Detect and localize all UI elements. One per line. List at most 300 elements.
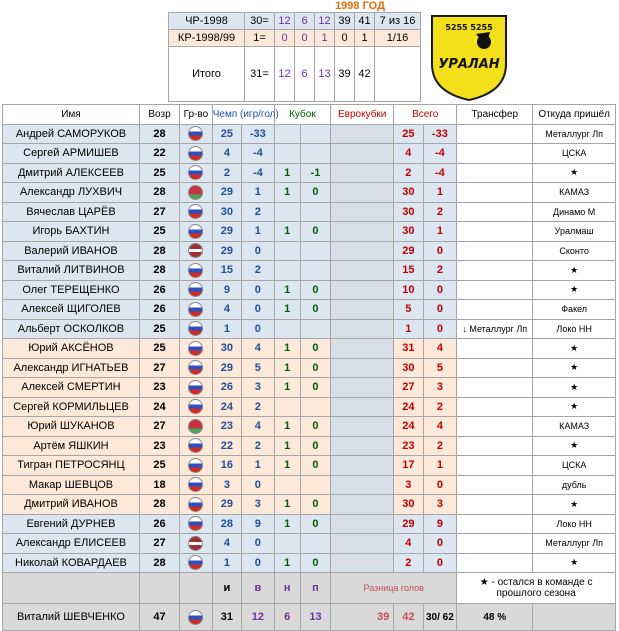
cell-cg: 2 [212,163,241,183]
cell-kg: 1 [274,300,300,320]
cell-kg: 1 [274,417,300,437]
cell-transfer [457,202,533,222]
cell-kgl: 0 [300,514,330,534]
flag-icon [188,165,203,180]
cell-euro [331,183,394,203]
cell-from: ЦСКА [533,144,616,164]
cell-tg: 24 [394,417,423,437]
cell-tg: 2 [394,163,423,183]
cell-flag [180,397,213,417]
cell-kgl: 0 [300,417,330,437]
cell-name: Олег ТЕРЕЩЕНКО [3,280,140,300]
cell-name: Александр ЕЛИСЕЕВ [3,534,140,554]
cell-tgl: 9 [423,514,457,534]
cell-tg: 17 [394,456,423,476]
cell-cgl: 0 [242,300,275,320]
cell-cgl: -4 [242,163,275,183]
cell-flag [180,163,213,183]
cell-from: Локо НН [533,514,616,534]
cell-cg: 4 [212,300,241,320]
cell-kg: 1 [274,358,300,378]
cell-tg: 24 [394,397,423,417]
flag-icon [188,516,203,531]
cell-kg [274,534,300,554]
cell-cgl: 2 [242,397,275,417]
cell-name: Валерий ИВАНОВ [3,241,140,261]
cell-tg: 25 [394,124,423,144]
cell-kgl: -1 [300,163,330,183]
cell-age: 25 [139,222,179,242]
summary-row: ЧР-1998 30= 12 6 12 39 41 7 из 16 [169,13,421,30]
legend-row: и в н п Разница голов ★ - остался в команде с прошлого сезона [3,573,616,604]
cell-from: дубль [533,475,616,495]
player-row [3,241,616,261]
cell-kgl: 0 [300,456,330,476]
cell-kg [274,202,300,222]
player-row [3,222,616,242]
cell-from: Факел [533,300,616,320]
cell-transfer [457,436,533,456]
cell-euro [331,514,394,534]
player-row [3,397,616,417]
cell-tgl: -33 [423,124,457,144]
col-cup: Кубок [274,105,331,125]
cell-age: 28 [139,183,179,203]
club-logo [428,12,510,102]
flag-icon [188,146,203,161]
flag-icon [188,477,203,492]
cell-cg: 23 [212,417,241,437]
cell-flag [180,339,213,359]
cell-euro [331,339,394,359]
cell-cgl: 1 [242,456,275,476]
cell-transfer [457,534,533,554]
cell-tg: 30 [394,202,423,222]
col-transfer: Трансфер [457,105,533,125]
cell-kg [274,144,300,164]
player-row [3,358,616,378]
cell-name: Николай КОВАРДАЕВ [3,553,140,573]
cell-kg: 1 [274,495,300,515]
cell-cgl: 9 [242,514,275,534]
cell-transfer [457,514,533,534]
cell-kgl: 0 [300,358,330,378]
cell-age: 27 [139,358,179,378]
header-row [3,105,616,125]
cell-transfer [457,553,533,573]
cell-euro [331,378,394,398]
cell-euro [331,319,394,339]
cell-flag [180,124,213,144]
cell-tgl: 1 [423,456,457,476]
cell-age: 18 [139,475,179,495]
season-title: 1998 ГОД [335,0,385,12]
cell-cg: 9 [212,280,241,300]
cell-kgl [300,397,330,417]
cell-kgl: 0 [300,553,330,573]
cell-cgl: 0 [242,241,275,261]
cell-from: Металлург Лп [533,124,616,144]
cell-tg: 1 [394,319,423,339]
cell-tg: 30 [394,495,423,515]
svg-text:5255 5255: 5255 5255 [445,23,493,32]
flag-icon [188,282,203,297]
cell-transfer [457,475,533,495]
cell-transfer [457,261,533,281]
cell-euro [331,280,394,300]
cell-cg: 29 [212,358,241,378]
cell-age: 28 [139,241,179,261]
player-row [3,144,616,164]
flag-icon [188,224,203,239]
cell-name: Александр ИГНАТЬЕВ [3,358,140,378]
cell-age: 25 [139,163,179,183]
cell-name: Вячеслав ЦАРЁВ [3,202,140,222]
cell-cg: 4 [212,534,241,554]
player-row [3,534,616,554]
cell-flag [180,144,213,164]
cell-kgl: 0 [300,378,330,398]
cell-tgl: 2 [423,261,457,281]
flag-icon [188,380,203,395]
col-citizenship: Гр-во [180,105,213,125]
cell-tg: 23 [394,436,423,456]
coach-row: Виталий ШЕВЧЕНКО 47 31 12 6 13 39 42 30/ 62 48 % [3,604,616,631]
cell-age: 28 [139,261,179,281]
cell-euro [331,553,394,573]
flag-icon [188,341,203,356]
cell-from: ★ [533,261,616,281]
cell-cg: 30 [212,339,241,359]
cell-name: Тигран ПЕТРОСЯНЦ [3,456,140,476]
player-row [3,514,616,534]
cell-from: Локо НН [533,319,616,339]
cell-kg: 1 [274,456,300,476]
col-name: Имя [3,105,140,125]
cell-cgl: 0 [242,319,275,339]
cell-kgl [300,144,330,164]
cell-tgl: 4 [423,417,457,437]
cell-kgl [300,319,330,339]
player-row [3,183,616,203]
cell-kg: 1 [274,339,300,359]
cell-tgl: 0 [423,241,457,261]
cell-age: 26 [139,280,179,300]
cell-age: 25 [139,319,179,339]
cell-from: ЦСКА [533,456,616,476]
flag-icon [188,302,203,317]
cell-cgl: -33 [242,124,275,144]
cell-transfer: ↓ Металлург Лп [457,319,533,339]
cell-age: 23 [139,378,179,398]
col-from: Откуда пришёл [533,105,616,125]
flag-icon [188,438,203,453]
cell-age: 26 [139,514,179,534]
player-row [3,553,616,573]
flag-icon [188,419,203,434]
cell-cg: 4 [212,144,241,164]
cell-flag [180,417,213,437]
cell-flag [180,514,213,534]
cell-flag [180,183,213,203]
cell-transfer [457,495,533,515]
cell-cg: 15 [212,261,241,281]
cell-euro [331,222,394,242]
cell-age: 28 [139,553,179,573]
russia-flag-icon [188,610,203,625]
cell-kg [274,475,300,495]
cell-euro [331,456,394,476]
cell-name: Игорь БАХТИН [3,222,140,242]
cell-kgl [300,475,330,495]
cell-name: Евгений ДУРНЕВ [3,514,140,534]
cell-cgl: 0 [242,534,275,554]
cell-tgl: 2 [423,202,457,222]
player-row [3,124,616,144]
cell-transfer [457,124,533,144]
cell-age: 28 [139,124,179,144]
flag-icon [188,555,203,570]
cell-kgl: 0 [300,280,330,300]
cell-euro [331,202,394,222]
flag-icon [188,204,203,219]
cell-kg: 1 [274,163,300,183]
cell-tg: 30 [394,183,423,203]
cell-from: ★ [533,163,616,183]
cell-from: ★ [533,553,616,573]
cell-flag [180,358,213,378]
cell-cg: 26 [212,378,241,398]
cell-transfer [457,222,533,242]
cell-tgl: 2 [423,436,457,456]
cell-transfer [457,280,533,300]
cell-tgl: 0 [423,553,457,573]
cell-from: ★ [533,339,616,359]
cell-tg: 4 [394,534,423,554]
player-row [3,163,616,183]
cell-from: Уралмаш [533,222,616,242]
cell-flag [180,436,213,456]
cell-flag [180,378,213,398]
cell-from: КАМАЗ [533,417,616,437]
cell-tgl: 0 [423,280,457,300]
cell-name: Макар ШЕВЦОВ [3,475,140,495]
cell-from: Динамо М [533,202,616,222]
flag-icon [188,536,203,551]
cell-tgl: 0 [423,534,457,554]
cell-from: ★ [533,358,616,378]
cell-euro [331,163,394,183]
cell-kg: 1 [274,514,300,534]
cell-age: 23 [139,436,179,456]
cell-tgl: -4 [423,144,457,164]
cell-from: КАМАЗ [533,183,616,203]
cell-cgl: 4 [242,339,275,359]
cell-tg: 5 [394,300,423,320]
player-row [3,261,616,281]
player-row [3,300,616,320]
cell-name: Алексей СМЕРТИН [3,378,140,398]
cell-kg: 1 [274,183,300,203]
cell-flag [180,475,213,495]
cell-age: 25 [139,456,179,476]
cell-cgl: 2 [242,436,275,456]
cell-tg: 30 [394,358,423,378]
cell-cg: 29 [212,183,241,203]
cell-tgl: 5 [423,358,457,378]
cell-kgl [300,241,330,261]
cell-euro [331,358,394,378]
cell-name: Виталий ЛИТВИНОВ [3,261,140,281]
cell-flag [180,553,213,573]
cell-cgl: 0 [242,475,275,495]
cell-tg: 2 [394,553,423,573]
flag-icon [188,497,203,512]
cell-cg: 1 [212,319,241,339]
cell-cg: 29 [212,241,241,261]
cell-name: Дмитрий АЛЕКСЕЕВ [3,163,140,183]
cell-tgl: 0 [423,300,457,320]
cell-cgl: 1 [242,222,275,242]
cell-tgl: 3 [423,378,457,398]
cell-cg: 30 [212,202,241,222]
cell-transfer [457,456,533,476]
cell-cg: 25 [212,124,241,144]
cell-flag [180,534,213,554]
summary-row: КР-1998/99 1= 0 0 1 0 1 1/16 [169,30,421,47]
player-row [3,202,616,222]
cell-euro [331,397,394,417]
cell-cgl: 2 [242,202,275,222]
cell-euro [331,475,394,495]
cell-name: Александр ЛУХВИЧ [3,183,140,203]
cell-cgl: 1 [242,183,275,203]
cell-transfer [457,417,533,437]
squad-table [2,104,616,631]
cell-tgl: 2 [423,397,457,417]
cell-euro [331,300,394,320]
cell-kg [274,241,300,261]
player-row [3,319,616,339]
cell-tgl: 1 [423,222,457,242]
cell-age: 28 [139,495,179,515]
player-row [3,280,616,300]
cell-kg [274,261,300,281]
cell-from: ★ [533,436,616,456]
cell-kgl [300,534,330,554]
flag-icon [188,126,203,141]
cell-cgl: 0 [242,553,275,573]
cell-cg: 1 [212,553,241,573]
cell-from: ★ [533,280,616,300]
col-champ: Чемп (игр/гол) [212,105,274,125]
cell-name: Юрий ШУКАНОВ [3,417,140,437]
cell-flag [180,300,213,320]
col-age: Возр [139,105,179,125]
cell-kgl: 0 [300,436,330,456]
cell-cg: 28 [212,514,241,534]
cell-from: ★ [533,495,616,515]
cell-tg: 15 [394,261,423,281]
cell-transfer [457,144,533,164]
cell-from: Металлург Лп [533,534,616,554]
cell-transfer [457,183,533,203]
player-row [3,339,616,359]
cell-transfer [457,300,533,320]
player-row [3,436,616,456]
cell-cg: 24 [212,397,241,417]
player-row [3,417,616,437]
cell-transfer [457,339,533,359]
flag-icon [188,458,203,473]
cell-kg: 1 [274,436,300,456]
cell-euro [331,417,394,437]
cell-euro [331,495,394,515]
col-euro: Еврокубки [331,105,394,125]
summary-total-row: Итого 31= 12 6 13 39 42 [169,47,421,102]
cell-kg: 1 [274,553,300,573]
cell-cg: 22 [212,436,241,456]
cell-cg: 29 [212,495,241,515]
cell-flag [180,222,213,242]
cell-cgl: 3 [242,378,275,398]
cell-tg: 4 [394,144,423,164]
cell-kgl: 0 [300,495,330,515]
cell-name: Сергей АРМИШЕВ [3,144,140,164]
flag-icon [188,243,203,258]
season-summary-table [168,12,421,102]
cell-tg: 31 [394,339,423,359]
cell-flag [180,495,213,515]
player-row [3,456,616,476]
cell-cgl: 0 [242,280,275,300]
cell-kgl [300,261,330,281]
cell-age: 27 [139,534,179,554]
cell-tg: 30 [394,222,423,242]
cell-flag [180,280,213,300]
cell-kg: 1 [274,378,300,398]
cell-flag [180,456,213,476]
cell-euro [331,534,394,554]
flag-icon [188,399,203,414]
cell-flag [180,241,213,261]
flag-icon [188,185,203,200]
cell-transfer [457,358,533,378]
cell-kg [274,124,300,144]
cell-cgl: 4 [242,417,275,437]
cell-kgl: 0 [300,300,330,320]
cell-kg [274,397,300,417]
cell-from: ★ [533,378,616,398]
cell-name: Юрий АКСЁНОВ [3,339,140,359]
col-total: Всего [394,105,457,125]
cell-kgl: 0 [300,222,330,242]
cell-flag [180,202,213,222]
cell-tgl: 0 [423,475,457,495]
cell-euro [331,144,394,164]
cell-tgl: 4 [423,339,457,359]
cell-euro [331,436,394,456]
cell-transfer [457,163,533,183]
cell-age: 27 [139,202,179,222]
cell-age: 22 [139,144,179,164]
cell-tgl: 0 [423,319,457,339]
player-row [3,495,616,515]
cell-cg: 3 [212,475,241,495]
cell-kg [274,319,300,339]
cell-cg: 16 [212,456,241,476]
cell-kgl [300,124,330,144]
